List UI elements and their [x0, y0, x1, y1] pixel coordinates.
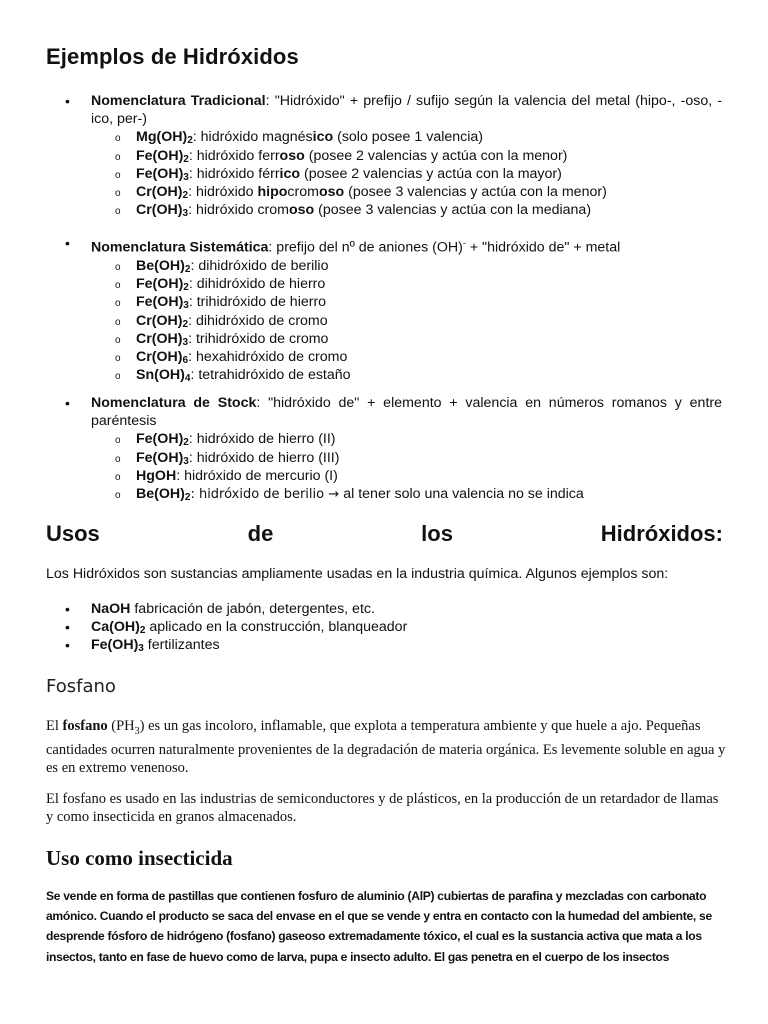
stock-last-note-a: : hidróxido de berilio → — [190, 486, 344, 502]
fosfano-paragraph-1: El fosfano $(PH_3)$ es un gas incoloro, inflamable, que explota a temperatura ambiente y que huele a ajo. Pequeñas cantidades ocurren naturalmente provenientes de la degradación de materia orgánica. Es levemente soluble en agua y es en extremo venenoso. — [46, 718, 726, 777]
description: : dihidróxido de hierro — [188, 276, 326, 293]
page-title: Ejemplos de Hidróxidos — [46, 44, 299, 69]
label-sistematica: Nomenclatura Sistemática — [91, 239, 269, 256]
bullet-item-tradicional — [0, 92, 768, 128]
desc-sistematica-b: + "hidróxido de" + metal — [465, 239, 621, 256]
bullet-icon: • — [65, 93, 70, 109]
stock-last-note-b: al tener solo una valencia no se indica — [343, 485, 584, 502]
circle-bullet-icon: o — [115, 489, 121, 501]
bullet-item-sistematica — [0, 234, 768, 257]
formula: Cr(OH) — [136, 348, 183, 365]
sublist-item: o $Cr(OH)_2$: dihidróxido de cromo — [0, 312, 768, 330]
desc-sistematica-a: : prefijo del nº de aniones (OH) — [268, 239, 463, 256]
formula: Cr(OH) — [136, 312, 183, 329]
sublist-item: o $Fe(OH)_2$: dihidróxido de hierro — [0, 275, 768, 293]
formula: Cr(OH) — [136, 202, 183, 219]
description: : dihidróxido de cromo — [188, 312, 328, 329]
label-tradicional: Nomenclatura Tradicional — [91, 93, 266, 109]
fosfano-heading: Fosfano — [46, 676, 116, 697]
sublist-item — [0, 467, 768, 485]
bullet-icon: • — [65, 637, 70, 654]
circle-bullet-icon: o — [115, 453, 121, 465]
sublist-item: o $Cr(OH)_3$: trihidróxido de cromo — [0, 330, 768, 348]
sublist-item: o $Fe(OH)_3$: hidróxido de hierro (III) — [0, 449, 768, 467]
description: : hexahidróxido de cromo — [188, 348, 348, 365]
circle-bullet-icon: o — [115, 334, 121, 346]
circle-bullet-icon: o — [115, 169, 121, 181]
circle-bullet-icon: o — [115, 471, 121, 483]
desc-stock: : "hidróxido de" + elemento + valencia en números romanos y entre paréntesis — [91, 395, 722, 430]
circle-bullet-icon: o — [115, 280, 121, 292]
circle-bullet-icon: o — [115, 316, 121, 328]
circle-bullet-icon: o — [115, 187, 121, 199]
sublist-item: o $Fe(OH)_2$: hidróxido ferroso (posee 2 valencias y actúa con la menor) — [0, 147, 768, 165]
stock-sublist — [0, 430, 768, 485]
usos-intro: Los Hidróxidos son sustancias ampliamente usadas en la industria química. Algunos ejemplos son: — [46, 566, 669, 582]
sublist-item: o $Mg(OH)_2$: hidróxido magnésico (solo posee 1 valencia) — [0, 128, 768, 146]
sublist-item: o $Fe(OH)_2$: hidróxido de hierro (II) — [0, 430, 768, 448]
usos-heading: Usos de los Hidróxidos: — [46, 521, 723, 546]
sublist-item: o $Cr(OH)_6$: hexahidróxido de cromo — [0, 348, 768, 366]
description: : dihidróxido de berilio — [190, 257, 329, 274]
bullet-icon: • — [65, 395, 70, 411]
superscript-minus: - — [462, 238, 466, 248]
section-sistematica — [0, 234, 768, 384]
bullet-icon: • — [65, 235, 70, 251]
formula: Fe(OH) — [136, 165, 184, 182]
bullet-icon: • — [65, 619, 70, 636]
description: : hidróxido de hierro (II) — [188, 431, 336, 448]
formula: Fe(OH) — [136, 431, 184, 448]
sublist-item: o $Fe(OH)_3$: hidróxido férrico (posee 2 valencias y actúa con la mayor) — [0, 165, 768, 183]
formula: Fe(OH) — [136, 449, 184, 466]
usos-list-item: • NaOH fabricación de jabón, detergentes, etc. — [65, 601, 375, 617]
formula: Fe(OH) — [136, 147, 184, 164]
description: : trihidróxido de cromo — [188, 330, 329, 347]
tradicional-sublist — [0, 128, 768, 219]
circle-bullet-icon: o — [115, 298, 121, 310]
sistematica-sublist — [0, 257, 768, 384]
usos-list — [0, 600, 768, 655]
circle-bullet-icon: o — [115, 352, 121, 364]
sublist-item: o $Cr(OH)_3$: hidróxido cromoso (posee 3 valencias y actúa con la mediana) — [0, 201, 768, 219]
formula: Be(OH) — [136, 257, 185, 274]
formula: Cr(OH) — [136, 330, 183, 347]
formula: Mg(OH) — [136, 129, 188, 146]
circle-bullet-icon: o — [115, 435, 121, 447]
description: : hidróxido de hierro (III) — [188, 449, 340, 466]
formula: Cr(OH) — [136, 183, 183, 200]
stock-sublist-item: o $Be(OH)_2$: hidróxido de berilio → al tener solo una valencia no se indica — [0, 485, 768, 503]
sublist-item: o $Sn(OH)_4$: tetrahidróxido de estaño — [0, 366, 768, 384]
insecticida-paragraph: Se vende en forma de pastillas que contienen fosfuro de aluminio (AlP) cubiertas de parafina y mezcladas con carbonato amónico. Cuando el producto se saca del envase en el que se vende y entra en contacto con la humedad del ambiente, se desprende fósforo de hidrógeno (fosfano) gaseoso extremadamente tóxico, el cual es la sustancia activa que mata a los insectos, tanto en fase de huevo como de larva, pupa e insecto adulto. El gas penetra en el cuerpo de los insectos — [46, 889, 712, 964]
sublist-item: o $Cr(OH)_2$: hidróxido hipocromoso (posee 3 valencias y actúa con la menor) — [0, 183, 768, 201]
circle-bullet-icon: o — [115, 206, 121, 218]
desc-tradicional: : "Hidróxido" + prefijo / sufijo según la valencia del metal (hipo-, -oso, -ico, per-) — [91, 93, 722, 128]
description: : tetrahidróxido de estaño — [190, 367, 351, 384]
bullet-icon: • — [65, 601, 70, 617]
fosfano-paragraph-2: El fosfano es usado en las industrias de semiconductores y de plásticos, en la producción de un retardador de llamas y como insecticida en granos almacenados. — [46, 791, 719, 826]
formula: Fe(OH) — [136, 276, 184, 293]
circle-bullet-icon: o — [115, 133, 121, 145]
usos-list-item: • $Fe(OH)_3$ fertilizantes — [65, 637, 220, 655]
bullet-item-stock — [0, 394, 768, 430]
description: : trihidróxido de hierro — [188, 294, 327, 311]
usos-list-item: • $Ca(OH)_2$ aplicado en la construcción, blanqueador — [65, 619, 408, 637]
formula: Fe(OH) — [136, 294, 184, 311]
insecticida-heading: Uso como insecticida — [46, 846, 233, 870]
circle-bullet-icon: o — [115, 151, 121, 163]
description: : hidróxido de mercurio (I) — [176, 467, 338, 484]
formula: HgOH — [136, 467, 177, 484]
sublist-item: o $Fe(OH)_3$: trihidróxido de hierro — [0, 293, 768, 311]
section-stock — [0, 394, 768, 503]
section-tradicional — [0, 92, 768, 219]
sublist-item: o $Be(OH)_2$: dihidróxido de berilio — [0, 257, 768, 275]
label-stock: Nomenclatura de Stock — [91, 395, 257, 411]
formula: Sn(OH) — [136, 367, 185, 384]
circle-bullet-icon: o — [115, 371, 121, 383]
circle-bullet-icon: o — [115, 261, 121, 273]
